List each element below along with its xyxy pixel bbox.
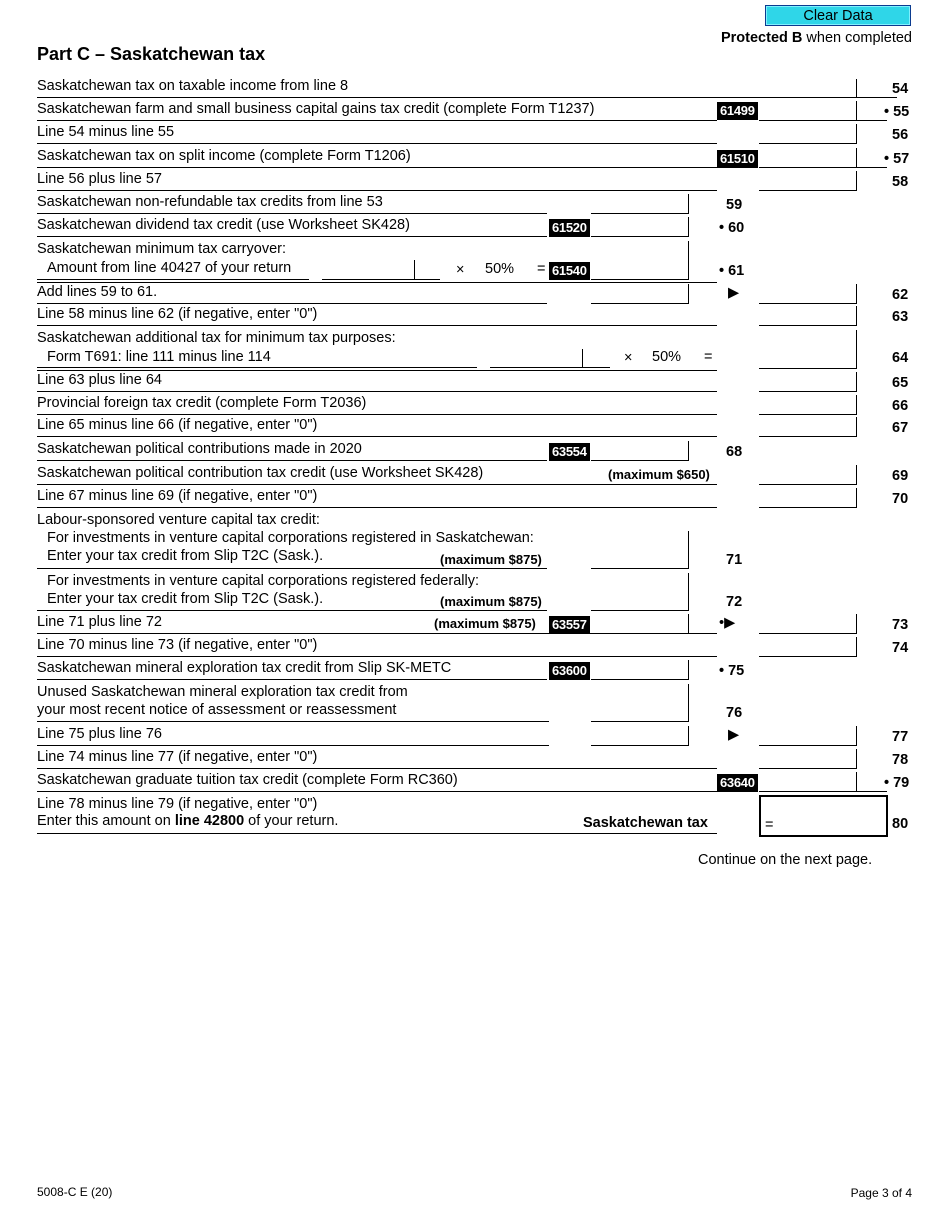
line-64-text-1: Saskatchewan additional tax for minimum tax purposes: — [37, 330, 396, 346]
line-62-text: Add lines 59 to 61. — [37, 284, 158, 300]
line-63-text: Line 58 minus line 62 (if negative, enter "0") — [37, 306, 318, 322]
line-64-times: × — [624, 350, 633, 366]
line-78-number: 78 — [892, 752, 909, 768]
line-70-rule — [37, 507, 717, 508]
line-74-number: 74 — [892, 640, 909, 656]
line-61-number: • 61 — [719, 263, 745, 279]
line-62-arrow-icon: ▶ — [728, 285, 740, 301]
line-70-text: Line 67 minus line 69 (if negative, enter "0") — [37, 488, 318, 504]
line-77-number: 77 — [892, 729, 909, 745]
line-60-number: • 60 — [719, 220, 745, 236]
line-71-max: (maximum $875) — [440, 552, 542, 567]
line-62-subtotal-field[interactable] — [591, 284, 689, 304]
line-79-code: 63640 — [717, 774, 758, 792]
line-56-rule — [37, 143, 717, 144]
line-77-subtotal-field[interactable] — [591, 726, 689, 746]
line-79-field-rule — [759, 791, 887, 792]
line-64-t691-field[interactable] — [490, 349, 583, 368]
line-76-amount-field[interactable] — [591, 684, 689, 722]
line-71-number: 71 — [726, 552, 743, 568]
line-71-text-1: For investments in venture capital corporations registered in Saskatchewan: — [47, 530, 534, 546]
line-60-rule — [37, 236, 547, 237]
line-63-rule — [37, 325, 717, 326]
line-69-number: 69 — [892, 468, 909, 484]
line-69-rule — [37, 484, 717, 485]
line-73-code: 63557 — [549, 616, 590, 634]
line-79-rule — [37, 791, 717, 792]
line-66-rule — [37, 414, 717, 415]
line-73-number: 73 — [892, 617, 909, 633]
line-68-rule — [37, 460, 547, 461]
line-79-amount-field[interactable] — [759, 772, 857, 792]
line-65-text: Line 63 plus line 64 — [37, 372, 162, 388]
line-73-max: (maximum $875) — [434, 616, 536, 631]
line-80-rule — [37, 833, 717, 834]
line-64-percent: 50% — [652, 349, 682, 365]
line-79-number: • 79 — [884, 775, 910, 791]
line-59-rule — [37, 213, 547, 214]
line-74-amount-field[interactable] — [759, 637, 857, 657]
continue-note: Continue on the next page. — [698, 852, 873, 868]
line-61-times: × — [456, 262, 465, 278]
page-number: Page 3 of 4 — [850, 1186, 912, 1200]
line-66-text: Provincial foreign tax credit (complete Form T2036) — [37, 395, 367, 411]
line-73-amount-field[interactable] — [759, 614, 857, 634]
line-58-rule — [37, 190, 717, 191]
line-55-amount-field[interactable] — [759, 101, 857, 121]
line-55-number: • 55 — [884, 104, 910, 120]
line-56-text: Line 54 minus line 55 — [37, 124, 175, 140]
line-77-text: Line 75 plus line 76 — [37, 726, 162, 742]
line-67-text: Line 65 minus line 66 (if negative, enter "0") — [37, 417, 318, 433]
line-57-code: 61510 — [717, 150, 758, 168]
line-68-number: 68 — [726, 444, 743, 460]
line-80-number: 80 — [892, 816, 909, 832]
line-71-rule — [37, 568, 547, 569]
protected-b-notice — [721, 30, 912, 46]
line-72-amount-field[interactable] — [591, 573, 689, 611]
line-78-amount-field[interactable] — [759, 749, 857, 769]
line-56-amount-field[interactable] — [759, 124, 857, 144]
line-65-number: 65 — [892, 375, 909, 391]
line-54-amount-field[interactable] — [759, 79, 857, 98]
line-69-max: (maximum $650) — [608, 467, 710, 482]
line-79-text: Saskatchewan graduate tuition tax credit (complete Form RC360) — [37, 772, 458, 788]
line-64-t691-rule — [490, 367, 610, 368]
line-61-amount-field[interactable] — [591, 241, 689, 280]
protected-b-rest: when completed — [802, 30, 912, 46]
line-75-code: 63600 — [549, 662, 590, 680]
line-72-number: 72 — [726, 594, 743, 610]
line-72-max: (maximum $875) — [440, 594, 542, 609]
line-57-number: • 57 — [884, 151, 910, 167]
line-66-amount-field[interactable] — [759, 395, 857, 415]
line-61-bottom-rule — [37, 282, 717, 283]
line-75-text: Saskatchewan mineral exploration tax credit from Slip SK-METC — [37, 660, 452, 676]
line-64-equals: = — [704, 349, 713, 365]
line-75-amount-field[interactable] — [591, 660, 689, 680]
line-73-subtotal-field[interactable] — [591, 614, 689, 634]
line-74-rule — [37, 656, 717, 657]
line-57-field-rule — [759, 167, 887, 168]
line-61-text-2: Amount from line 40427 of your return — [47, 260, 292, 276]
line-76-text-2: your most recent notice of assessment or reassessment — [37, 702, 397, 718]
line-76-text-1: Unused Saskatchewan mineral exploration tax credit from — [37, 684, 408, 700]
line-63-amount-field[interactable] — [759, 306, 857, 326]
line-56-number: 56 — [892, 127, 909, 143]
line-61-code: 61540 — [549, 262, 590, 280]
line-71-heading: Labour-sponsored venture capital tax credit: — [37, 512, 320, 528]
line-75-number: • 75 — [719, 663, 745, 679]
line-72-text-2: Enter your tax credit from Slip T2C (Sask.). — [47, 591, 324, 607]
line-80-operator: = — [765, 817, 774, 833]
line-77-arrow-icon: ▶ — [728, 727, 740, 743]
line-66-number: 66 — [892, 398, 909, 414]
line-60-amount-field[interactable] — [591, 217, 689, 237]
line-64-text-2: Form T691: line 111 minus line 114 — [47, 349, 271, 365]
line-61-text-1: Saskatchewan minimum tax carryover: — [37, 241, 286, 257]
part-title: Part C – Saskatchewan tax — [37, 44, 266, 64]
line-60-text: Saskatchewan dividend tax credit (use Worksheet SK428) — [37, 217, 410, 233]
line-78-rule — [37, 768, 717, 769]
line-55-code: 61499 — [717, 102, 758, 120]
line-69-amount-field[interactable] — [759, 465, 857, 485]
line-71-text-2: Enter your tax credit from Slip T2C (Sask.). — [47, 548, 324, 564]
line-61-carryover-field[interactable] — [322, 260, 415, 280]
line-55-text: Saskatchewan farm and small business capital gains tax credit (complete Form T1237) — [37, 101, 595, 117]
line-77-rule — [37, 745, 549, 746]
line-61-rule — [37, 279, 309, 280]
line-64-rule — [37, 367, 477, 368]
line-78-text: Line 74 minus line 77 (if negative, enter "0") — [37, 749, 318, 765]
line-80-text-1: Line 78 minus line 79 (if negative, enter "0") — [37, 796, 318, 812]
line-64-amount-field[interactable] — [759, 330, 857, 369]
line-55-field-rule — [759, 120, 887, 121]
line-80-text-2b: line 42800 — [174, 813, 245, 829]
line-74-text: Line 70 minus line 73 (if negative, enter "0") — [37, 637, 318, 653]
line-57-amount-field[interactable] — [759, 148, 857, 168]
line-58-amount-field[interactable] — [759, 171, 857, 191]
line-76-number: 76 — [726, 705, 743, 721]
line-73-text: Line 71 plus line 72 — [37, 614, 162, 630]
line-68-code: 63554 — [549, 443, 590, 461]
line-54-number: 54 — [892, 81, 909, 97]
line-71-amount-field[interactable] — [591, 531, 689, 569]
line-61-equals: = — [537, 261, 546, 277]
line-72-text-1: For investments in venture capital corporations registered federally: — [47, 573, 479, 589]
line-75-rule — [37, 679, 547, 680]
line-65-amount-field[interactable] — [759, 372, 857, 392]
line-67-amount-field[interactable] — [759, 417, 857, 437]
line-80-amount-field[interactable] — [759, 795, 888, 837]
line-77-amount-field[interactable] — [759, 726, 857, 746]
line-62-rule — [37, 303, 547, 304]
protected-b-label: Protected B — [720, 30, 803, 46]
line-64-bottom-rule — [37, 370, 717, 371]
form-id: 5008-C E (20) — [37, 1185, 113, 1199]
line-73-arrow-icon: •▶ — [719, 615, 736, 631]
line-69-text: Saskatchewan political contribution tax credit (use Worksheet SK428) — [37, 465, 484, 481]
line-80-label: Saskatchewan tax — [583, 815, 708, 831]
line-72-rule — [37, 610, 547, 611]
line-58-text: Line 56 plus line 57 — [37, 171, 162, 187]
line-54-text: Saskatchewan tax on taxable income from line 8 — [37, 78, 349, 94]
line-63-number: 63 — [892, 309, 909, 325]
line-57-rule — [37, 167, 717, 168]
line-70-amount-field[interactable] — [759, 488, 857, 508]
line-80-text-2c: of your return. — [244, 813, 339, 829]
line-76-rule — [37, 721, 549, 722]
line-64-number: 64 — [892, 350, 909, 366]
line-57-text: Saskatchewan tax on split income (complete Form T1206) — [37, 148, 411, 164]
line-61-carryover-rule — [322, 279, 440, 280]
line-59-text: Saskatchewan non-refundable tax credits from line 53 — [37, 194, 383, 210]
line-80-text-2 — [37, 813, 338, 829]
line-67-rule — [37, 436, 717, 437]
line-59-number: 59 — [726, 197, 743, 213]
line-58-number: 58 — [892, 174, 909, 190]
line-60-code: 61520 — [549, 219, 590, 237]
line-68-text: Saskatchewan political contributions made in 2020 — [37, 441, 362, 457]
line-70-number: 70 — [892, 491, 909, 507]
line-61-percent: 50% — [485, 261, 515, 277]
line-65-rule — [37, 391, 717, 392]
line-59-amount-field[interactable] — [591, 194, 689, 214]
line-55-rule — [37, 120, 717, 121]
line-62-number: 62 — [892, 287, 909, 303]
line-68-amount-field[interactable] — [591, 441, 689, 461]
line-80-text-2a: Enter this amount on — [37, 813, 175, 829]
clear-data-button[interactable]: Clear Data — [765, 5, 911, 26]
line-62-amount-field[interactable] — [759, 284, 857, 304]
line-67-number: 67 — [892, 420, 909, 436]
